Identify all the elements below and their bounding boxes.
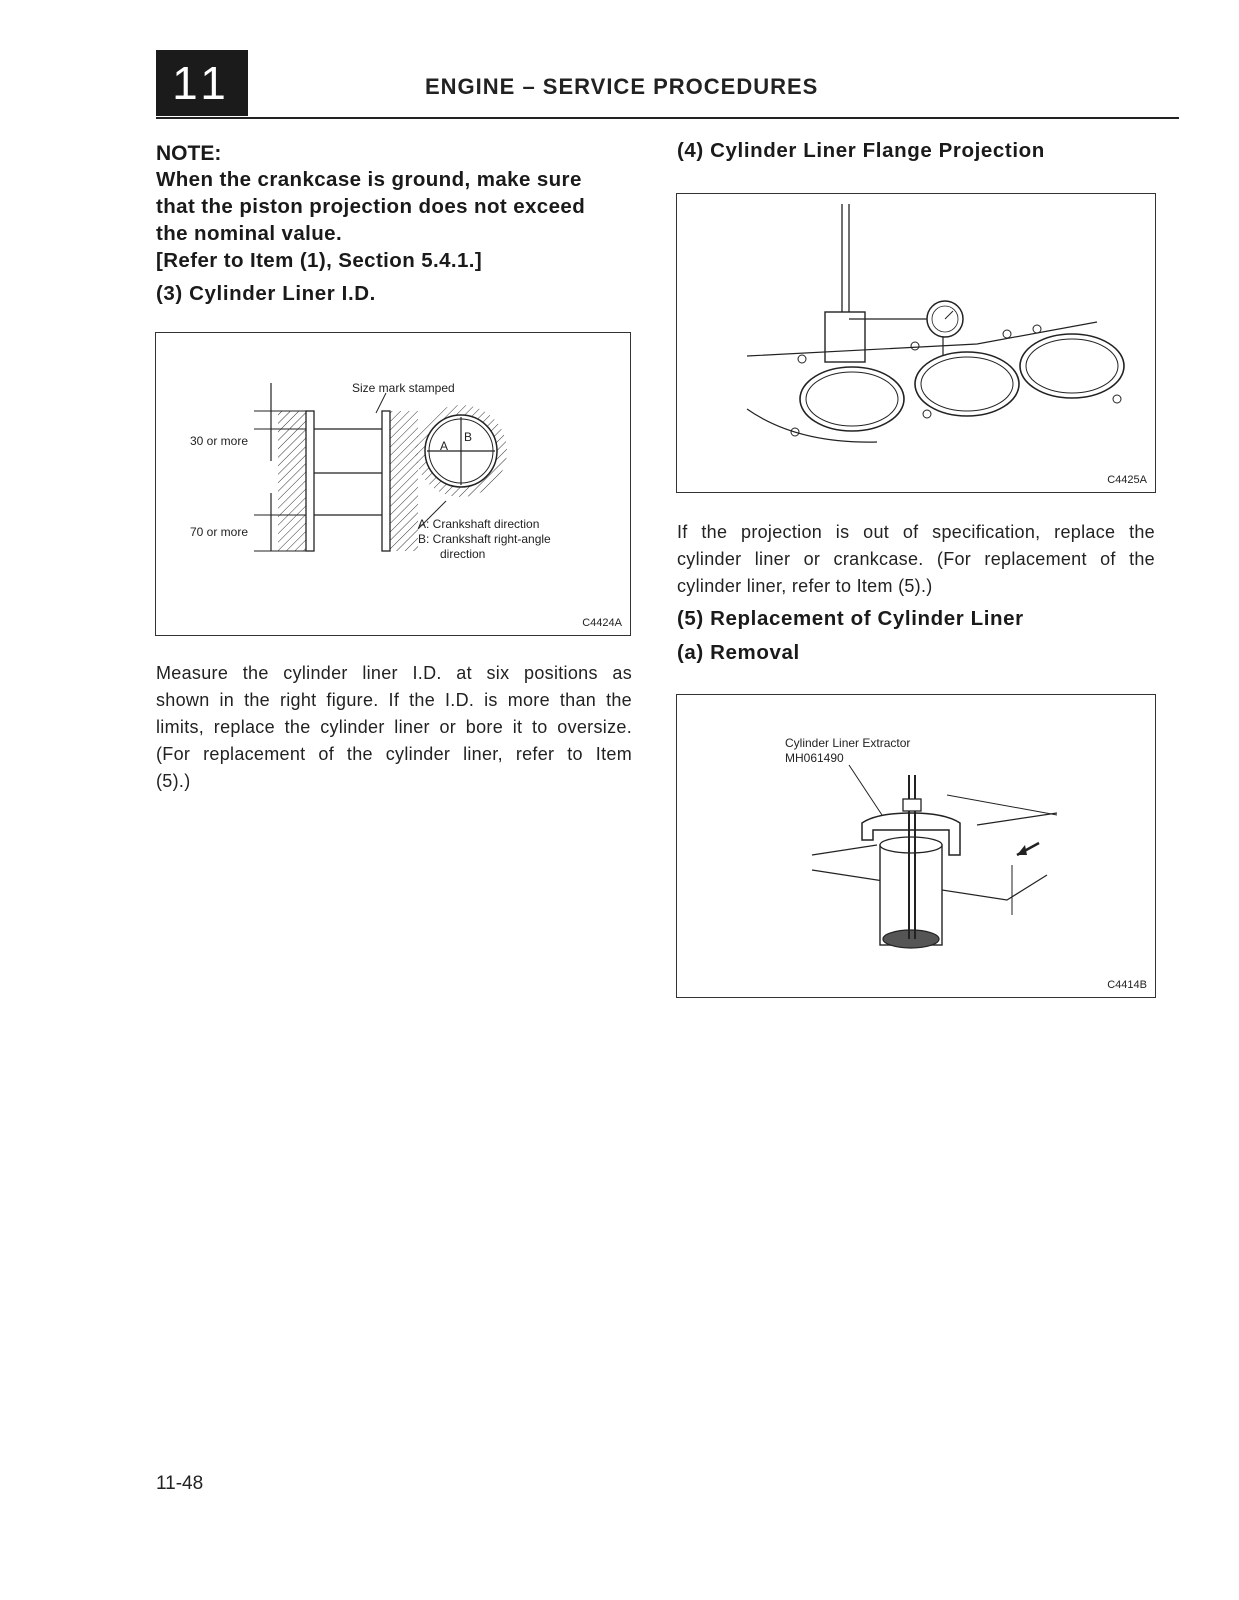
dimension-30-label: 30 or more [190, 434, 249, 448]
heading-replacement: (5) Replacement of Cylinder Liner [677, 607, 1024, 630]
tool-part-number: MH061490 [785, 751, 844, 765]
legend-b: B: Crankshaft right-angle [418, 532, 551, 546]
page-number: 11-48 [156, 1473, 204, 1494]
note-body [156, 166, 648, 274]
heading-flange-projection: (4) Cylinder Liner Flange Projection [677, 139, 1045, 162]
body-line: If the projection is out of specification, replace the [677, 522, 1155, 542]
flange-projection-diagram [677, 194, 1155, 492]
liner-id-diagram [156, 333, 630, 635]
figure-flange-projection [676, 193, 1156, 493]
size-mark-label: Size mark stamped [352, 381, 455, 395]
note-line: that the piston projection does not exceed [156, 195, 586, 218]
note-label: NOTE: [156, 142, 222, 165]
dimension-70-label: 70 or more [190, 525, 249, 539]
figure-code: C4414B [1107, 979, 1147, 991]
direction-b-label: B [464, 430, 473, 444]
heading-cylinder-liner-id: (3) Cylinder Liner I.D. [156, 282, 376, 305]
figure-code: C4424A [582, 617, 622, 629]
figure-cylinder-liner-id [155, 332, 631, 636]
direction-a-label: A [440, 439, 449, 453]
body-line: Measure the cylinder liner I.D. at six positions as [156, 663, 632, 683]
body-line: cylinder liner, refer to Item (5).) [677, 576, 933, 596]
liner-id-instructions [156, 660, 632, 795]
body-line: shown in the right figure. If the I.D. is more than the [156, 690, 632, 710]
body-line: cylinder liner or crankcase. (For replacement of the [677, 549, 1155, 569]
body-line: (5).) [156, 771, 191, 791]
legend-b-continued: direction [440, 547, 486, 561]
page-header-title: ENGINE – SERVICE PROCEDURES [425, 74, 819, 99]
tool-name-label: Cylinder Liner Extractor [785, 736, 911, 750]
note-line: [Refer to Item (1), Section 5.4.1.] [156, 249, 483, 272]
figure-code: C4425A [1107, 474, 1147, 486]
legend-a: A: Crankshaft direction [418, 517, 540, 531]
body-line: (For replacement of the cylinder liner, refer to Item [156, 744, 632, 764]
header-rule [156, 117, 1179, 119]
section-badge: 11 [156, 50, 248, 116]
body-line: limits, replace the cylinder liner or bore it to oversize. [156, 717, 632, 737]
figure-liner-removal [676, 694, 1156, 998]
heading-removal: (a) Removal [677, 641, 800, 664]
liner-removal-diagram [677, 695, 1155, 997]
note-line: the nominal value. [156, 222, 343, 245]
flange-projection-instructions [677, 519, 1155, 600]
note-line: When the crankcase is ground, make sure [156, 168, 582, 191]
